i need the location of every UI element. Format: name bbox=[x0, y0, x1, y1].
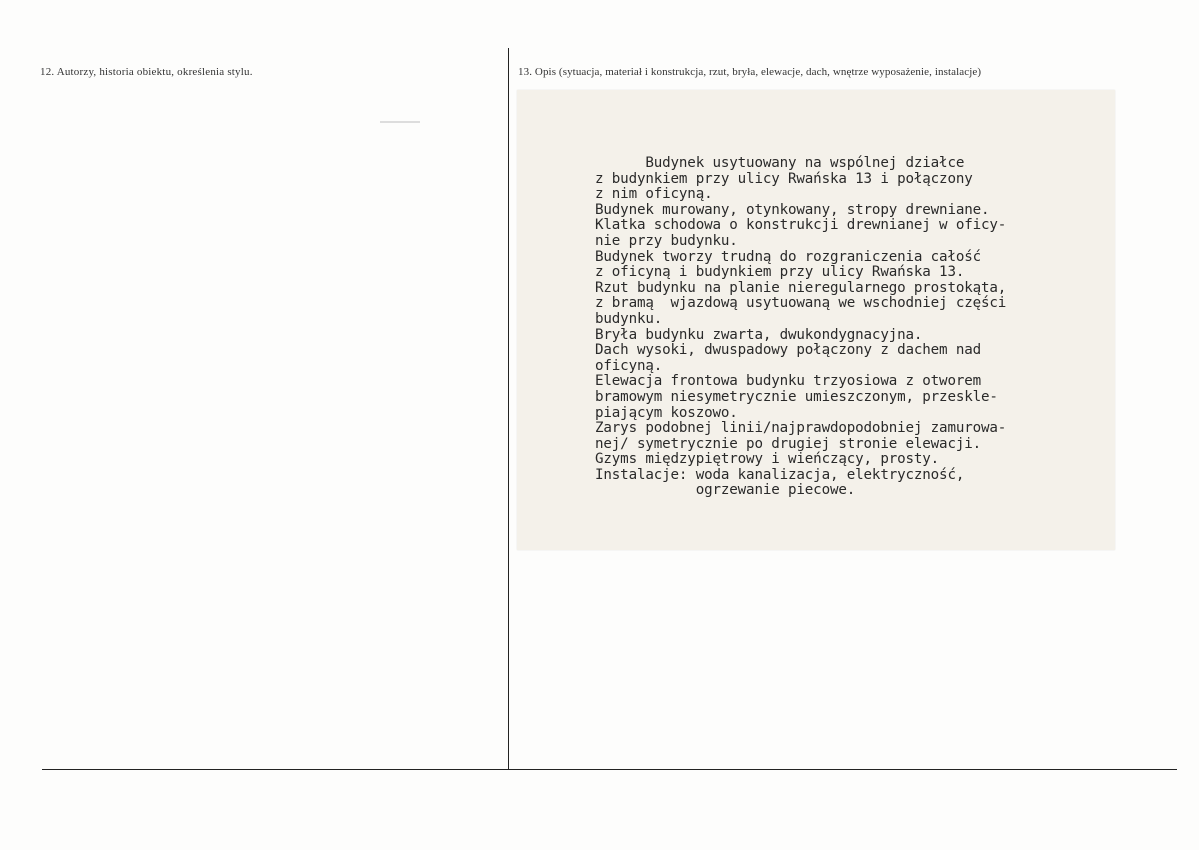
section-13-label: 13. Opis (sytuacja, materiał i konstrukcja, rzut, bryła, elewacje, dach, wnętrze wyposażenie, instalacje) bbox=[518, 66, 982, 78]
pasted-typed-note bbox=[517, 90, 1115, 550]
typed-line: z bramą wjazdową usytuowaną we wschodniej części bbox=[595, 295, 1007, 312]
typed-line: Bryła budynku zwarta, dwukondygnacyjna. bbox=[595, 326, 923, 343]
typed-line: z budynkiem przy ulicy Rwańska 13 i połączony bbox=[595, 170, 973, 187]
typed-line: Instalacje: woda kanalizacja, elektryczność, bbox=[595, 466, 965, 483]
typed-line: Budynek tworzy trudną do rozgraniczenia całość bbox=[595, 248, 982, 265]
paper-smudge bbox=[380, 121, 420, 123]
bottom-rule bbox=[42, 769, 1177, 770]
typed-line: Klatka schodowa o konstrukcji drewnianej w oficy- bbox=[595, 217, 1007, 234]
typed-line: z nim oficyną. bbox=[595, 186, 713, 203]
typed-line: z oficyną i budynkiem przy ulicy Rwańska 13. bbox=[595, 264, 965, 281]
typed-line: Elewacja frontowa budynku trzyosiowa z otworem bbox=[595, 373, 982, 390]
typed-line: nie przy budynku. bbox=[595, 232, 738, 249]
typed-line: budynku. bbox=[595, 310, 663, 327]
typed-line: nej/ symetrycznie po drugiej stronie elewacji. bbox=[595, 435, 982, 452]
typed-line: Dach wysoki, dwuspadowy połączony z dachem nad bbox=[595, 342, 982, 359]
section-12-label: 12. Autorzy, historia obiektu, określenia stylu. bbox=[40, 66, 253, 78]
column-divider bbox=[508, 48, 509, 770]
typed-line: oficyną. bbox=[595, 357, 663, 374]
typed-line: Rzut budynku na planie nieregularnego prostokąta, bbox=[595, 279, 1007, 296]
typed-line: ogrzewanie piecowe. bbox=[595, 482, 856, 499]
typed-line: bramowym niesymetrycznie umieszczonym, przeskle- bbox=[595, 388, 998, 405]
typed-line: Zarys podobnej linii/najprawdopodobniej zamurowa- bbox=[595, 420, 1007, 437]
typed-line: Gzyms międzypiętrowy i wieńczący, prosty. bbox=[595, 451, 940, 468]
typed-description bbox=[595, 156, 1006, 499]
typed-line: piającym koszowo. bbox=[595, 404, 738, 421]
typed-line: Budynek usytuowany na wspólnej działce bbox=[595, 155, 965, 171]
typed-line: Budynek murowany, otynkowany, stropy drewniane. bbox=[595, 201, 990, 218]
